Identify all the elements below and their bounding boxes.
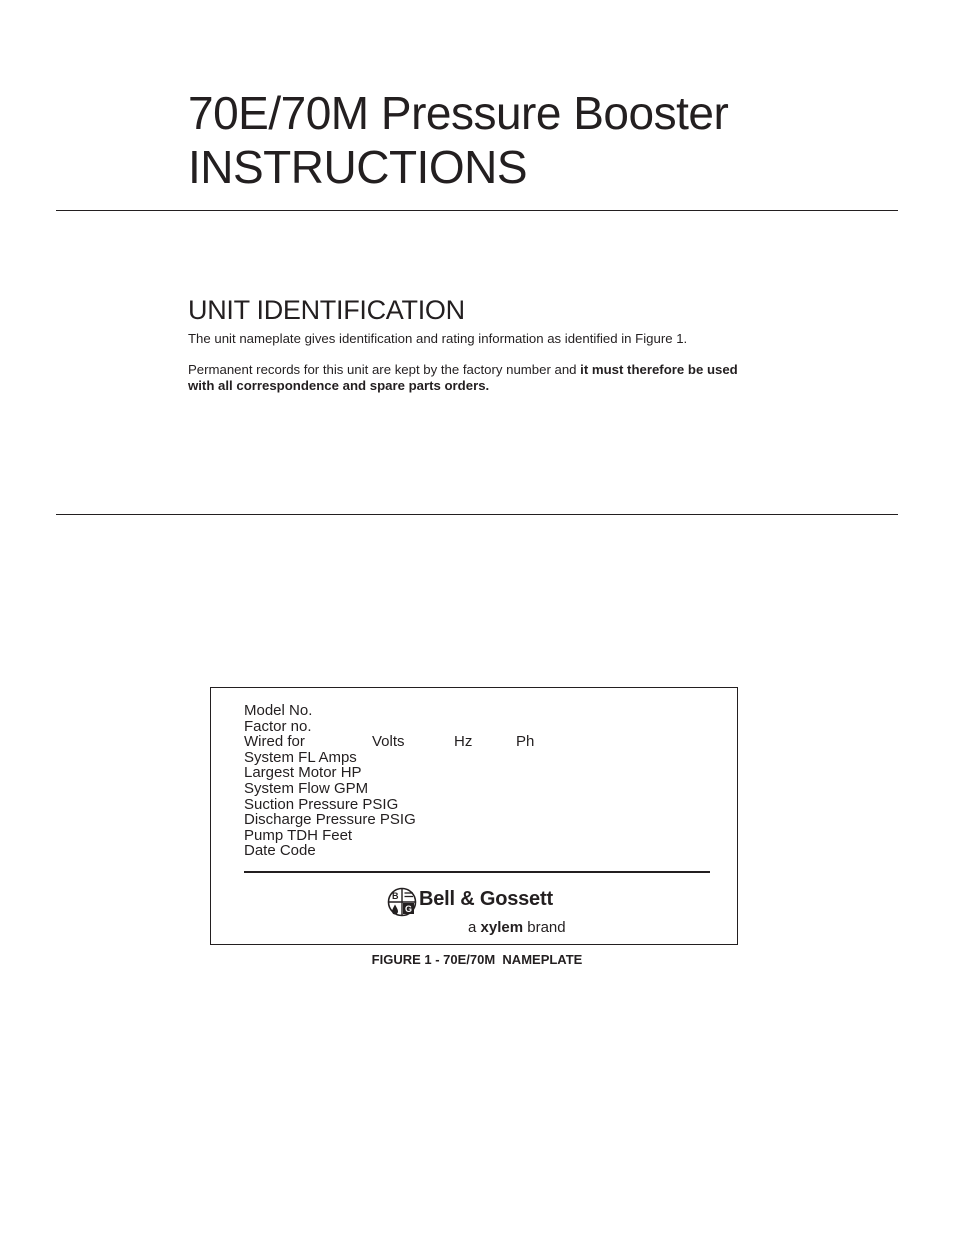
nameplate-field — [244, 765, 416, 781]
records-text: Permanent records for this unit are kept by the factory number and — [188, 362, 581, 377]
nameplate-field — [244, 781, 416, 797]
top-divider — [56, 210, 898, 211]
field-label: Date Code — [244, 842, 316, 860]
nameplate-field — [244, 812, 416, 828]
title-line-2: INSTRUCTIONS — [188, 141, 527, 193]
field-label: Model No. — [244, 702, 313, 719]
field-label: System FL Amps — [244, 748, 357, 766]
logo-wordmark: Bell & Gossett — [419, 888, 553, 910]
records-paragraph — [188, 362, 756, 394]
records-emphasis: it must therefore be used with all correspondence and spare parts orders. — [188, 362, 738, 393]
document-title — [188, 86, 728, 194]
brand-suffix: brand — [527, 919, 566, 936]
field-label: Pump TDH Feet — [244, 826, 353, 844]
nameplate-field — [244, 828, 416, 844]
brand-prefix: a — [468, 919, 477, 936]
nameplate-field — [244, 843, 416, 859]
bottom-divider — [56, 514, 898, 515]
field-label: Wired for — [244, 733, 305, 751]
nameplate-fields — [244, 702, 535, 860]
nameplate-field — [244, 797, 416, 813]
hz-label: Hz — [454, 733, 473, 751]
ph-label: Ph — [516, 733, 535, 751]
nameplate-divider — [244, 871, 710, 873]
title-line-1: 70E/70M Pressure Booster — [188, 87, 729, 139]
bell-gossett-logo — [387, 883, 587, 939]
figure-caption: FIGURE 1 - 70E/70M NAMEPLATE — [371, 952, 583, 967]
volts-label: Volts — [372, 733, 405, 751]
field-label: Discharge Pressure PSIG — [244, 811, 416, 829]
section-heading: UNIT IDENTIFICATION — [188, 295, 465, 325]
field-label: Factor no. — [244, 717, 312, 735]
nameplate-field — [244, 703, 416, 719]
intro-paragraph: The unit nameplate gives identification and rating information as identified in Figure 1. — [188, 331, 688, 346]
emblem-letter-b: B — [391, 891, 399, 901]
nameplate-field — [244, 719, 416, 735]
brand-line — [468, 919, 566, 936]
nameplate-field-wired — [244, 733, 535, 751]
emblem-letter-g: G — [404, 904, 413, 914]
bg-emblem-icon — [387, 883, 417, 921]
nameplate-field — [244, 750, 416, 766]
field-label: Suction Pressure PSIG — [244, 795, 399, 813]
nameplate-figure — [210, 687, 738, 945]
field-label: Largest Motor HP — [244, 764, 362, 782]
field-label: System Flow GPM — [244, 779, 369, 797]
xylem-wordmark: xylem — [480, 919, 524, 936]
